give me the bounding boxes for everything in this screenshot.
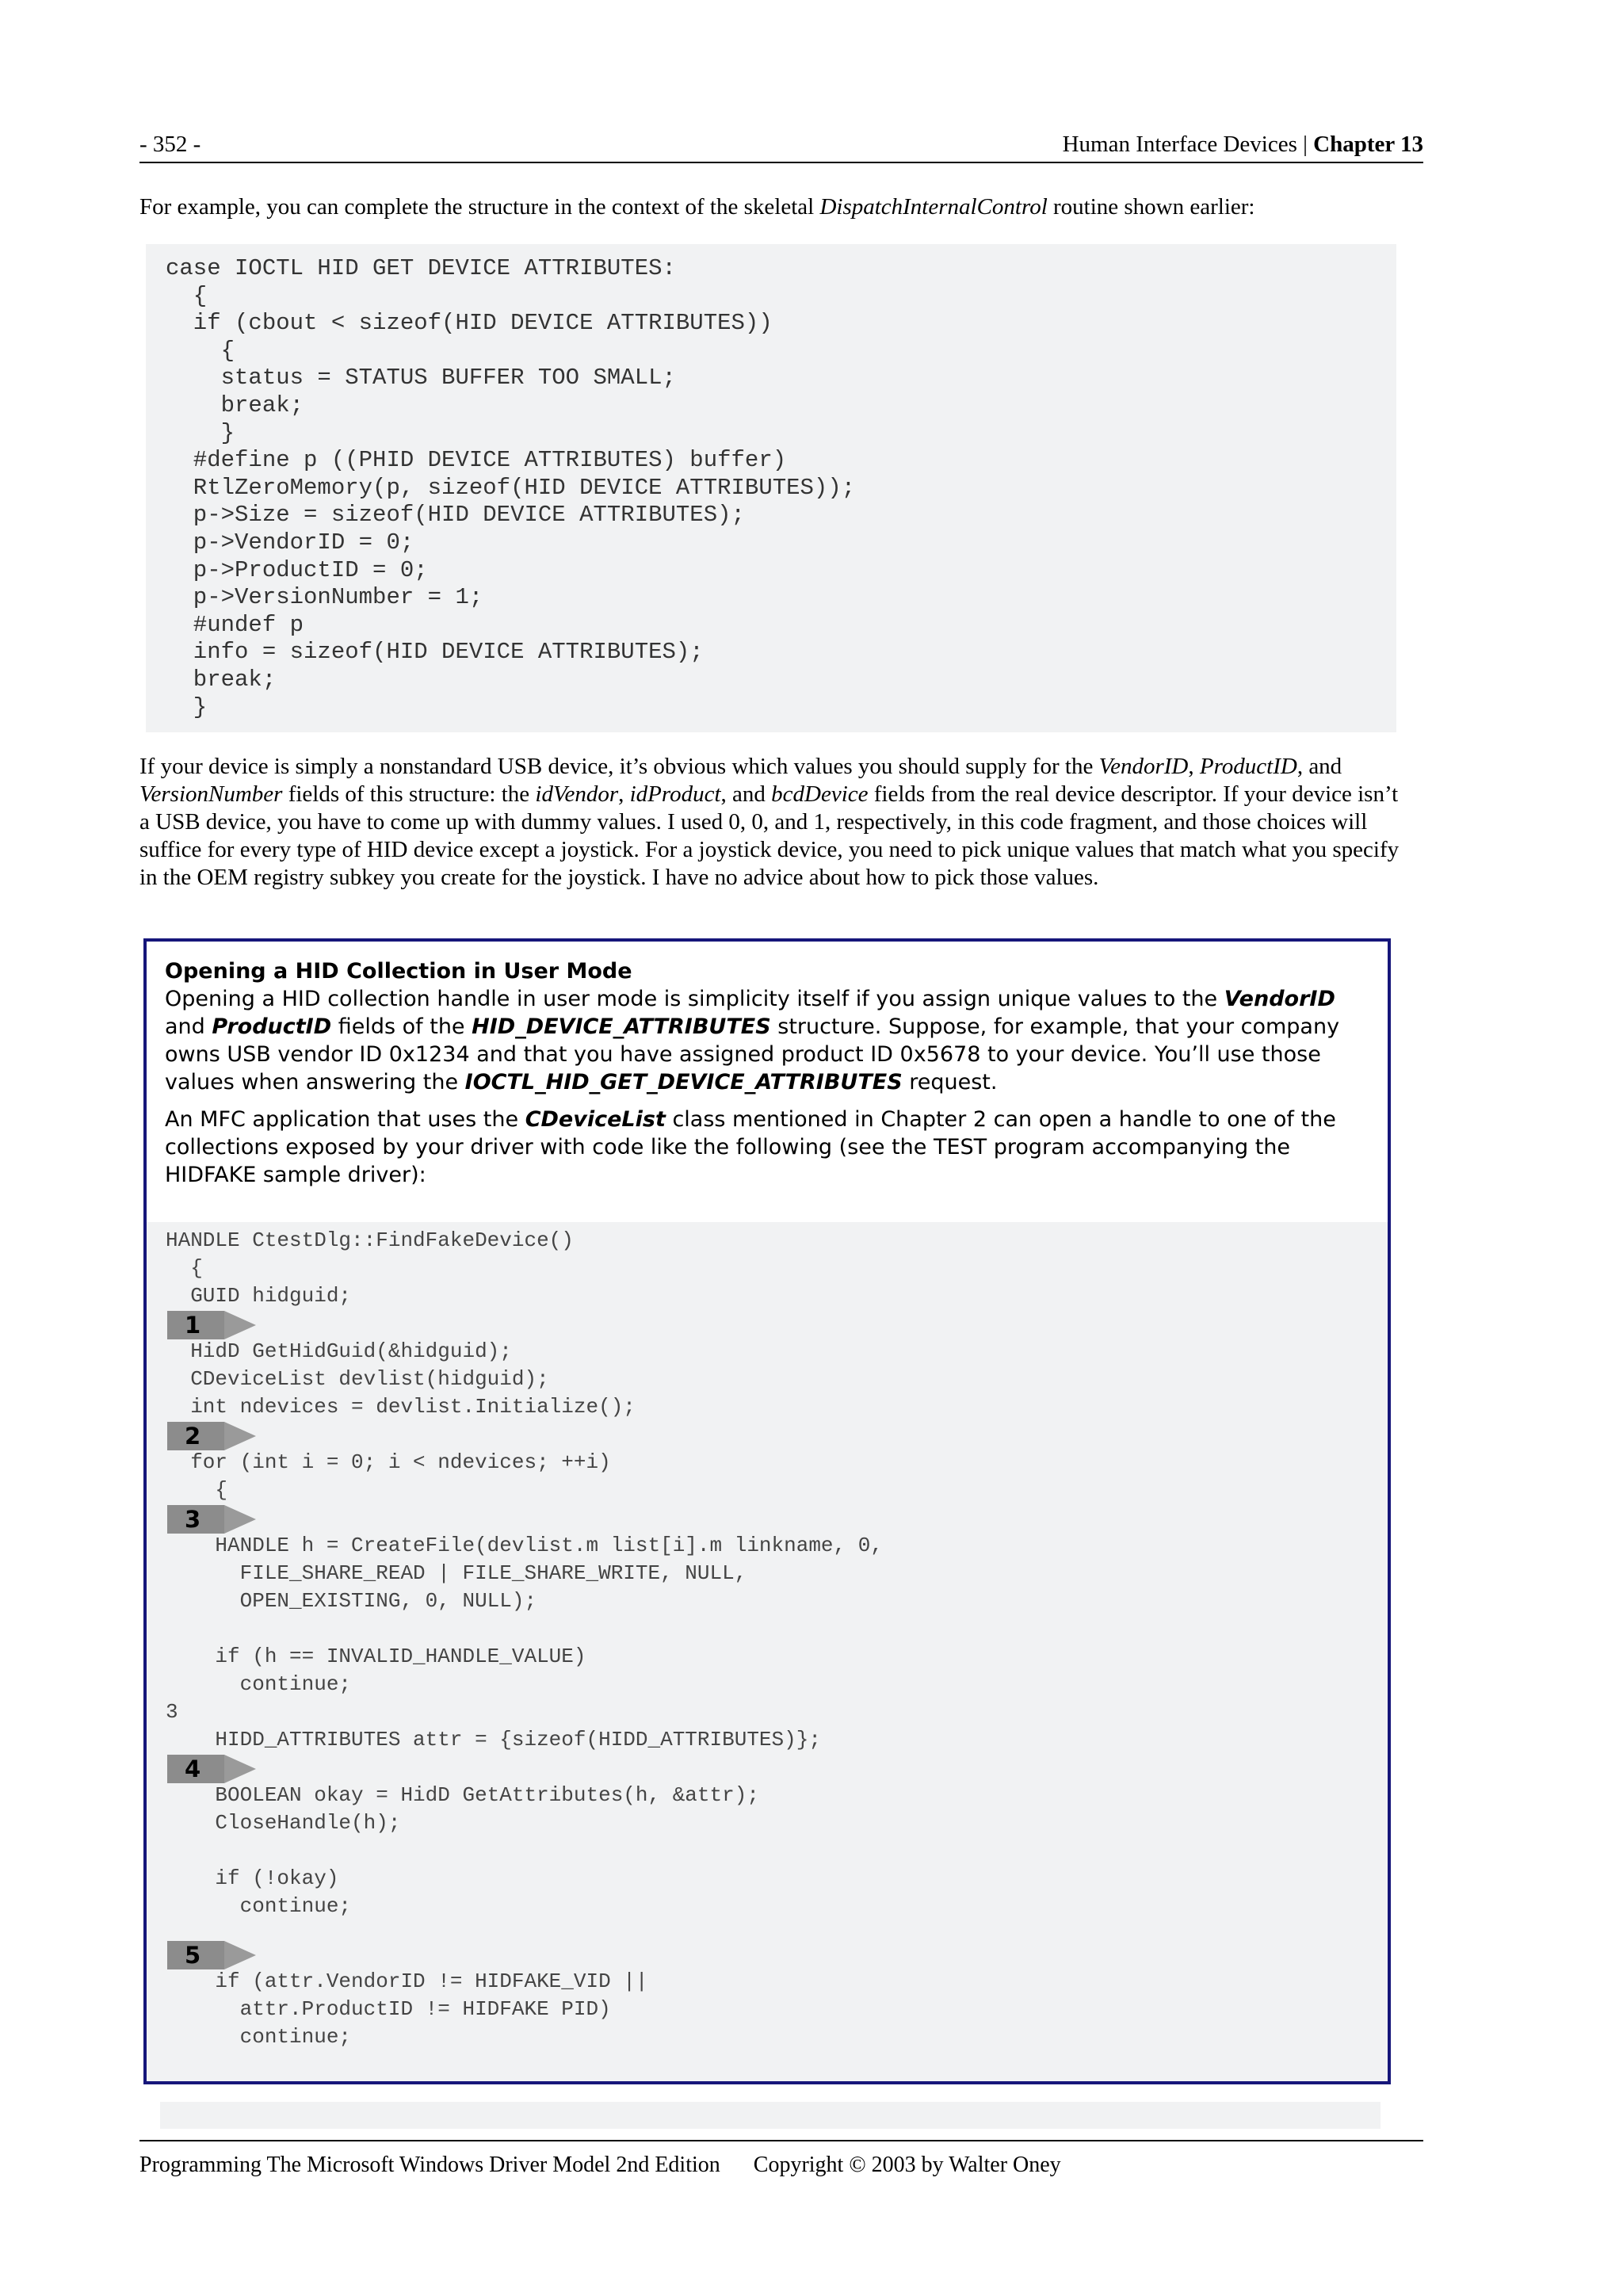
code-line: CDeviceList devlist(hidguid);: [166, 1367, 549, 1391]
callout-marker-5: [167, 1939, 259, 1971]
text-run: Opening a HID collection handle in user mode is simplicity itself if you assign unique values to the: [165, 987, 1224, 1011]
code-line: for (int i = 0; i < ndevices; ++i): [166, 1450, 611, 1474]
running-title: [1063, 132, 1423, 158]
code-line: HANDLE h = CreateFile(devlist.m list[i].m linkname, 0,: [166, 1534, 883, 1557]
code-line: continue;: [166, 2025, 352, 2049]
callout-number: 5: [185, 1942, 201, 1969]
code-line: {: [166, 1256, 203, 1280]
callout-marker-2: [167, 1420, 259, 1452]
term-bcddevice: bcdDevice: [771, 781, 869, 807]
term-ioctl: IOCTL_HID_GET_DEVICE_ATTRIBUTES: [464, 1070, 903, 1095]
sidebar-paragraph-2: [165, 1106, 1377, 1189]
sidebar-paragraph-1: [165, 985, 1377, 1096]
term-struct: HID_DEVICE_ATTRIBUTES: [472, 1014, 771, 1039]
code-line: GUID hidguid;: [166, 1284, 352, 1308]
code-line: continue;: [166, 1894, 352, 1918]
code-listing-findfakedevice: [147, 1222, 1388, 2081]
callout-marker-1: [167, 1309, 259, 1341]
code-listing-attributes: [146, 244, 1396, 732]
code-line: {: [166, 1478, 228, 1502]
footer-rule: [139, 2140, 1423, 2141]
callout-arrow-icon: [167, 1939, 259, 1971]
callout-arrow-icon: [167, 1420, 259, 1452]
text-run: fields from the real device descriptor. If your device isn’t a USB device, you have to come up with dummy values. I used 0, 0, and 1, respectively, in this code fragment, and those choices will suffice for every type of HID device except a joystick. For a joystick device, you need to pick unique values that match what you specify in the OEM registry subkey you create for the joystick. I have no advice about how to pick those values.: [139, 781, 1400, 890]
callout-arrow-icon: [167, 1503, 259, 1535]
intro-paragraph: [139, 193, 1403, 221]
term-vendorid: VendorID: [1224, 987, 1335, 1011]
callout-arrow-icon: [167, 1309, 259, 1341]
chapter-label: Chapter 13: [1313, 132, 1423, 157]
code-line: BOOLEAN okay = HidD GetAttributes(h, &attr);: [166, 1783, 759, 1807]
code-line: if (attr.VendorID != HIDFAKE_VID ||: [166, 1969, 648, 1993]
code-line: 3: [166, 1700, 178, 1724]
page-footer: [139, 2153, 1061, 2178]
sidebar-box: [143, 938, 1391, 2084]
text-run: request.: [902, 1070, 998, 1095]
footer-copyright: Copyright © 2003 by Walter Oney: [753, 2153, 1061, 2177]
text-run: , and: [720, 781, 772, 807]
intro-text: For example, you can complete the structure in the context of the skeletal: [139, 194, 820, 220]
sidebar-text: [165, 957, 1377, 1198]
page-number: - 352 -: [139, 132, 201, 157]
footer-book-title: Programming The Microsoft Windows Driver Model 2nd Edition: [139, 2153, 720, 2177]
code-line: attr.ProductID != HIDFAKE PID): [166, 1997, 611, 2021]
code-line: HANDLE CtestDlg::FindFakeDevice(): [166, 1228, 574, 1252]
code-line: FILE_SHARE_READ | FILE_SHARE_WRITE, NULL,: [166, 1561, 747, 1585]
text-run: and: [165, 1014, 212, 1039]
code-line: OPEN_EXISTING, 0, NULL);: [166, 1589, 537, 1613]
text-run: An MFC application that uses the: [165, 1107, 525, 1132]
text-run: ,: [618, 781, 630, 807]
body-paragraph: [139, 753, 1403, 892]
text-run: fields of the: [331, 1014, 472, 1039]
page-header: [139, 127, 1423, 163]
callout-number: 3: [185, 1506, 201, 1533]
term-idproduct: idProduct: [629, 781, 721, 807]
callout-number: 1: [185, 1312, 201, 1339]
running-title-text: Human Interface Devices |: [1062, 132, 1314, 157]
code-line: continue;: [166, 1672, 352, 1696]
intro-text-end: routine shown earlier:: [1047, 194, 1255, 220]
routine-name: DispatchInternalControl: [819, 194, 1048, 220]
code-line: HidD GetHidGuid(&hidguid);: [166, 1339, 512, 1363]
code-line: if (h == INVALID_HANDLE_VALUE): [166, 1645, 586, 1668]
text-run: If your device is simply a nonstandard USB device, it’s obvious which values you should supply for the: [139, 754, 1099, 779]
callout-arrow-icon: [167, 1753, 259, 1785]
term-productid: ProductID: [1199, 754, 1297, 779]
code-line: HIDD_ATTRIBUTES attr = {sizeof(HIDD_ATTRIBUTES)};: [166, 1728, 821, 1752]
callout-marker-3: [167, 1503, 259, 1535]
term-versionnumber: VersionNumber: [139, 781, 283, 807]
code-line: int ndevices = devlist.Initialize();: [166, 1395, 636, 1419]
text-run: fields of this structure: the: [282, 781, 536, 807]
code-listing-text: case IOCTL HID GET DEVICE ATTRIBUTES: { if (cbout < sizeof(HID DEVICE ATTRIBUTES)) { status = STATUS BUFFER TOO SMALL; break; } #define p ((PHID DEVICE ATTRIBUTES) buffer) RtlZeroMemory(p, sizeof(HID DEVICE ATTRIBUTES)); p->Size = sizeof(HID DEVICE ATTRIBUTES); p->VendorID = 0; p->ProductID = 0; p->VersionNumber = 1; #undef p info = sizeof(HID DEVICE ATTRIBUTES); break; }: [166, 255, 856, 720]
code-line: CloseHandle(h);: [166, 1811, 401, 1835]
callout-number: 4: [185, 1755, 201, 1782]
text-run: class mentioned in Chapter 2 can open a handle to one of the collections exposed by your driver with code like the following (see the TEST program accompanying the HIDFAKE sample driver):: [165, 1107, 1336, 1187]
term-idvendor: idVendor: [535, 781, 619, 807]
code-line: if (!okay): [166, 1866, 339, 1890]
callout-marker-4: [167, 1753, 259, 1785]
text-run: structure. Suppose, for example, that your company owns USB vendor ID 0x1234 and that you have assigned product ID 0x5678 to your device. You’ll use those values when answering the: [165, 1014, 1340, 1095]
sidebar-title: Opening a HID Collection in User Mode: [165, 959, 632, 984]
code-continuation-bar: [160, 2102, 1381, 2129]
term-vendorid: VendorID: [1098, 754, 1189, 779]
text-run: , and: [1296, 754, 1342, 779]
callout-number: 2: [185, 1423, 201, 1450]
term-productid: ProductID: [212, 1014, 332, 1039]
term-cdevicelist: CDeviceList: [525, 1107, 666, 1132]
text-run: ,: [1188, 754, 1200, 779]
